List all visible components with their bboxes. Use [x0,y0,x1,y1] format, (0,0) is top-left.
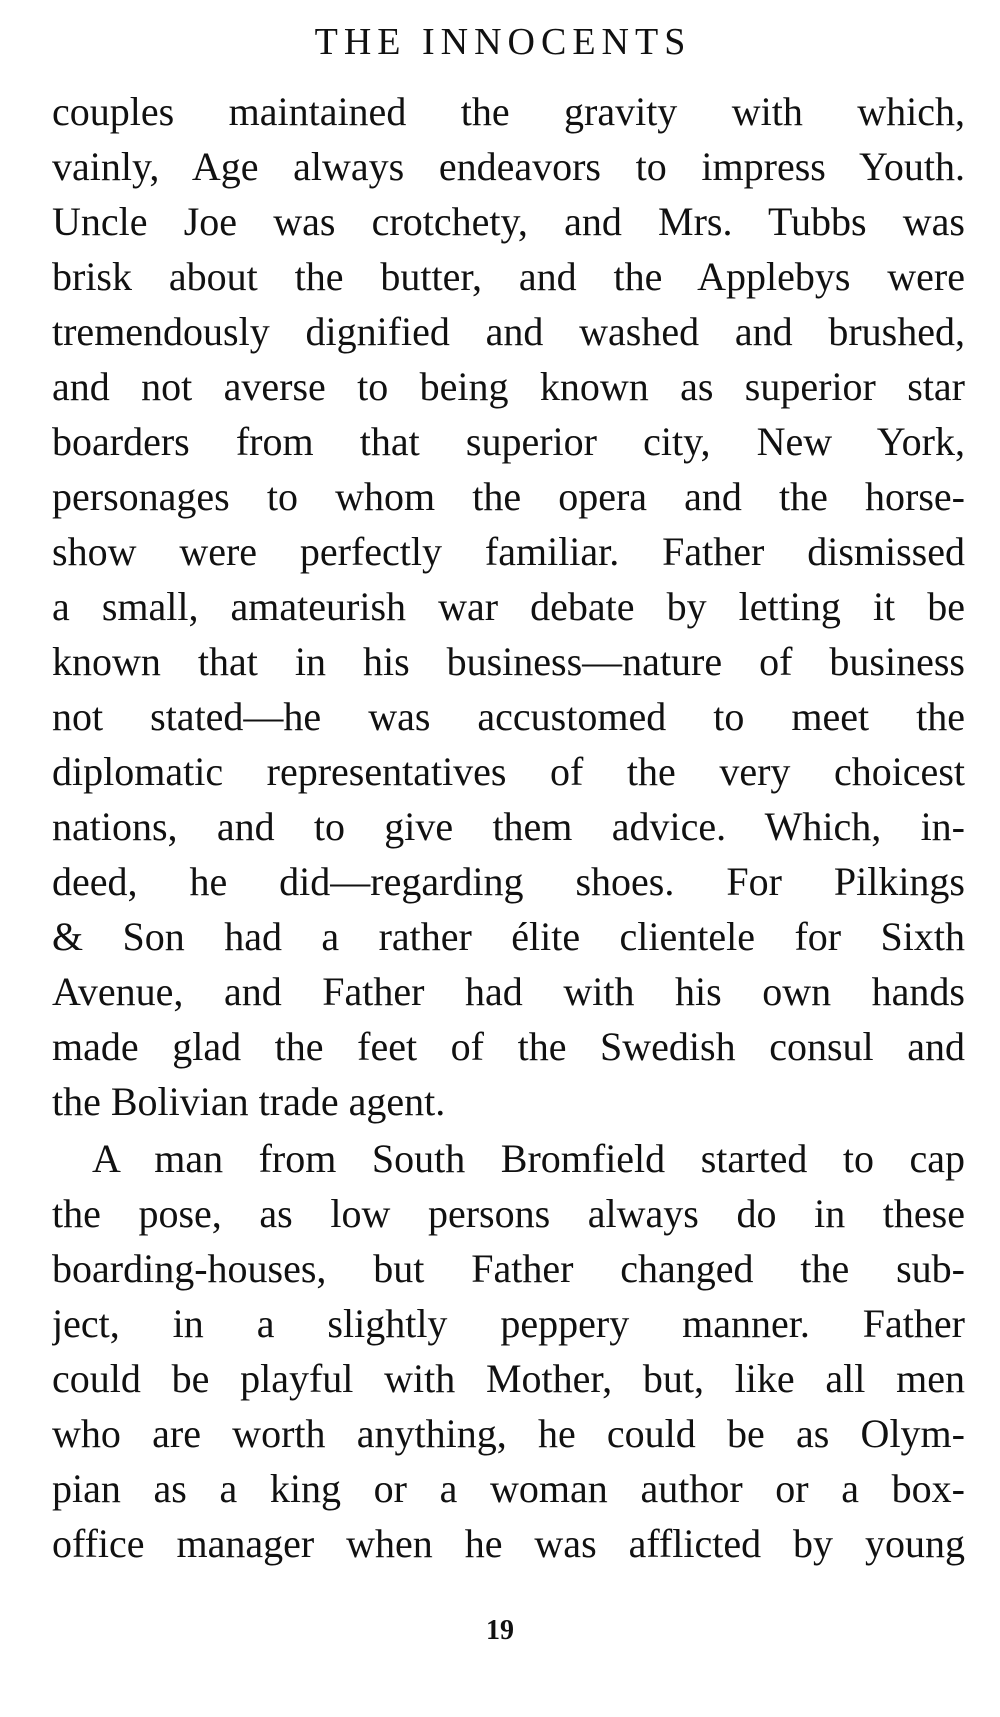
paragraph-1 [52,84,965,1129]
text-line: the Bolivian trade agent. [52,1079,446,1124]
text-line: deed, he did—regarding shoes. For Pilkings [52,859,965,904]
text-line: made glad the feet of the Swedish consul and [52,1024,965,1069]
text-line: diplomatic representatives of the very choicest [52,749,965,794]
text-line: vainly, Age always endeavors to impress Youth. [52,144,965,189]
text-line: boarders from that superior city, New York, [52,419,965,464]
text-line: not stated—he was accustomed to meet the [52,694,965,739]
text-line: office manager when he was afflicted by young [52,1521,965,1566]
paragraph-2 [52,1131,965,1571]
text-line: Uncle Joe was crotchety, and Mrs. Tubbs was [52,199,965,244]
text-line: could be playful with Mother, but, like all men [52,1356,965,1401]
text-line: known that in his business—nature of business [52,639,965,684]
text-line: & Son had a rather élite clientele for Sixth [52,914,965,959]
body-text [52,84,965,1571]
text-line: couples maintained the gravity with which, [52,89,965,134]
text-line: the pose, as low persons always do in these [52,1191,965,1236]
text-line: boarding-houses, but Father changed the sub- [52,1246,965,1291]
text-line: show were perfectly familiar. Father dismissed [52,529,965,574]
text-line: brisk about the butter, and the Applebys were [52,254,965,299]
text-line: pian as a king or a woman author or a box- [52,1466,965,1511]
text-line: A man from South Bromfield started to cap [92,1136,965,1181]
text-line: nations, and to give them advice. Which, in- [52,804,965,849]
text-line: who are worth anything, he could be as Olym- [52,1411,965,1456]
text-line: Avenue, and Father had with his own hands [52,969,965,1014]
page-number: 19 [486,1615,514,1646]
text-line: tremendously dignified and washed and brushed, [52,309,965,354]
text-line: personages to whom the opera and the horse- [52,474,965,519]
text-line: a small, amateurish war debate by letting it be [52,584,965,629]
text-line: and not averse to being known as superior star [52,364,965,409]
running-head: THE INNOCENTS [314,21,692,63]
text-line: ject, in a slightly peppery manner. Father [52,1301,965,1346]
